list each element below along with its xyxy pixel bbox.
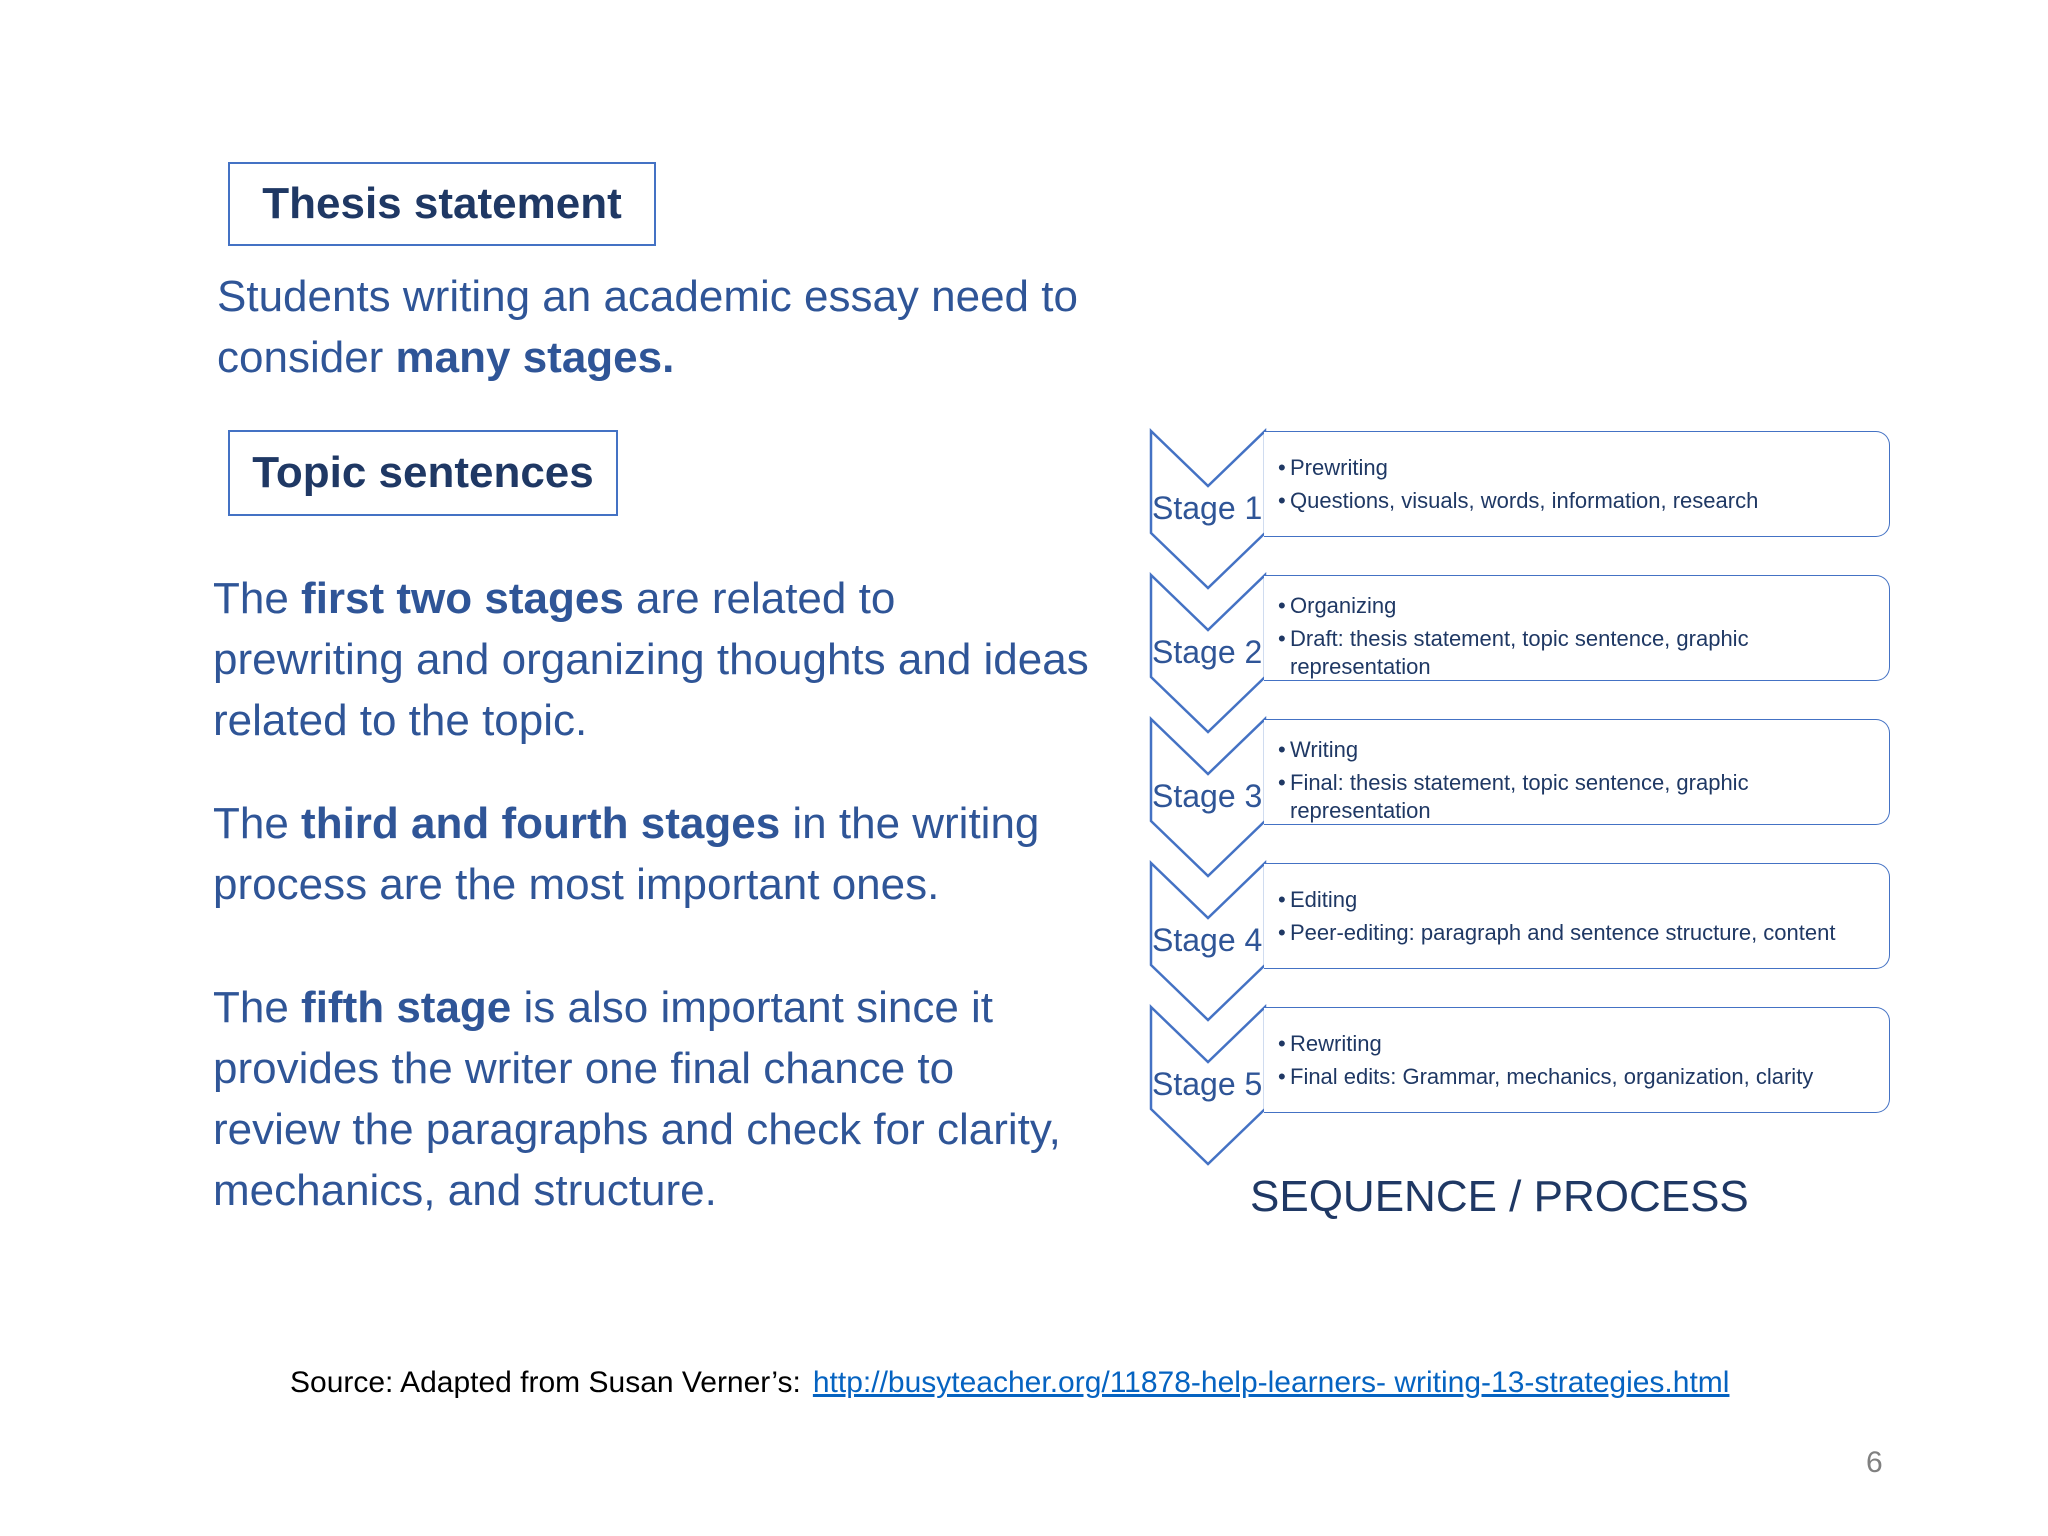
source-citation: [290, 1366, 1729, 1400]
bullet-item: [1278, 1030, 1879, 1058]
bullet-icon: •: [1278, 1064, 1286, 1089]
paragraph-text: The: [213, 799, 302, 848]
paragraph-text: in the writing process are the most important ones.: [213, 799, 1040, 909]
bullet-item: [1278, 487, 1879, 515]
bullet-icon: •: [1278, 1031, 1286, 1056]
stage-1-box: [1264, 431, 1890, 537]
thesis-text: [217, 266, 1097, 388]
bullet-text: Writing: [1290, 737, 1359, 762]
paragraph-third-fourth-stages: [213, 793, 1113, 915]
bullet-icon: •: [1278, 593, 1286, 618]
bullet-icon: •: [1278, 770, 1286, 795]
paragraph-text: The: [213, 983, 302, 1032]
paragraph-text: The: [213, 574, 302, 623]
process-diagram: [1148, 428, 1894, 1170]
paragraph-fifth-stage: [213, 977, 1093, 1221]
paragraph-bold: fifth stage: [301, 983, 512, 1032]
bullet-text: Final edits: Grammar, mechanics, organization, clarity: [1290, 1064, 1814, 1089]
stage-2-box: [1264, 575, 1890, 681]
stage-2-label: Stage 2: [1152, 634, 1263, 670]
paragraph-text: is also important since it provides the writer one final chance to review the paragraphs and check for clarity, mechanics, and structure.: [213, 983, 1061, 1215]
stage-3-box: [1264, 719, 1890, 825]
bullet-icon: •: [1278, 626, 1286, 651]
stage-4-box: [1264, 863, 1890, 969]
stage-1-label: Stage 1: [1152, 490, 1263, 526]
thesis-statement-label: [228, 162, 656, 246]
bullet-icon: •: [1278, 887, 1286, 912]
paragraph-bold: third and fourth stages: [301, 799, 781, 848]
paragraph-text: are related to prewriting and organizing thoughts and ideas related to the topic.: [213, 574, 1089, 745]
topic-sentences-label: [228, 430, 618, 516]
bullet-icon: •: [1278, 737, 1286, 762]
paragraph-bold: first two stages: [301, 574, 624, 623]
bullet-text: Organizing: [1290, 593, 1397, 618]
bullet-item: [1278, 886, 1879, 914]
bullet-item: [1278, 454, 1879, 482]
bullet-text: Peer-editing: paragraph and sentence structure, content: [1290, 920, 1836, 945]
bullet-item: [1278, 736, 1879, 764]
bullet-item: [1278, 919, 1879, 947]
bullet-icon: •: [1278, 920, 1286, 945]
bullet-text: Rewriting: [1290, 1031, 1382, 1056]
stage-5-label: Stage 5: [1152, 1066, 1263, 1102]
source-link[interactable]: http://busyteacher.org/11878-help-learners- writing-13-strategies.html: [812, 1366, 1730, 1399]
bullet-item: [1278, 1063, 1879, 1091]
thesis-text-bold: many stages.: [395, 333, 675, 382]
bullet-item: [1278, 592, 1879, 620]
diagram-caption: SEQUENCE / PROCESS: [1250, 1172, 1749, 1221]
bullet-item: [1278, 769, 1879, 825]
topic-sentences-label-text: Topic sentences: [252, 448, 594, 497]
bullet-icon: •: [1278, 488, 1286, 513]
paragraph-first-two-stages: [213, 568, 1093, 751]
source-prefix: Source: Adapted from Susan Verner’s:: [290, 1366, 801, 1399]
bullet-text: Final: thesis statement, topic sentence, graphic representation: [1290, 770, 1749, 823]
page-number: 6: [1866, 1446, 1883, 1479]
bullet-text: Questions, visuals, words, information, research: [1290, 488, 1759, 513]
stage-4-label: Stage 4: [1152, 922, 1263, 958]
bullet-item: [1278, 625, 1879, 681]
bullet-text: Draft: thesis statement, topic sentence, graphic representation: [1290, 626, 1749, 679]
bullet-text: Prewriting: [1290, 455, 1388, 480]
thesis-statement-label-text: Thesis statement: [262, 179, 622, 228]
bullet-icon: •: [1278, 455, 1286, 480]
stage-5-box: [1264, 1007, 1890, 1113]
bullet-text: Editing: [1290, 887, 1358, 912]
stage-3-label: Stage 3: [1152, 778, 1263, 814]
thesis-text-plain: Students writing an academic essay need to consider: [217, 272, 1078, 382]
